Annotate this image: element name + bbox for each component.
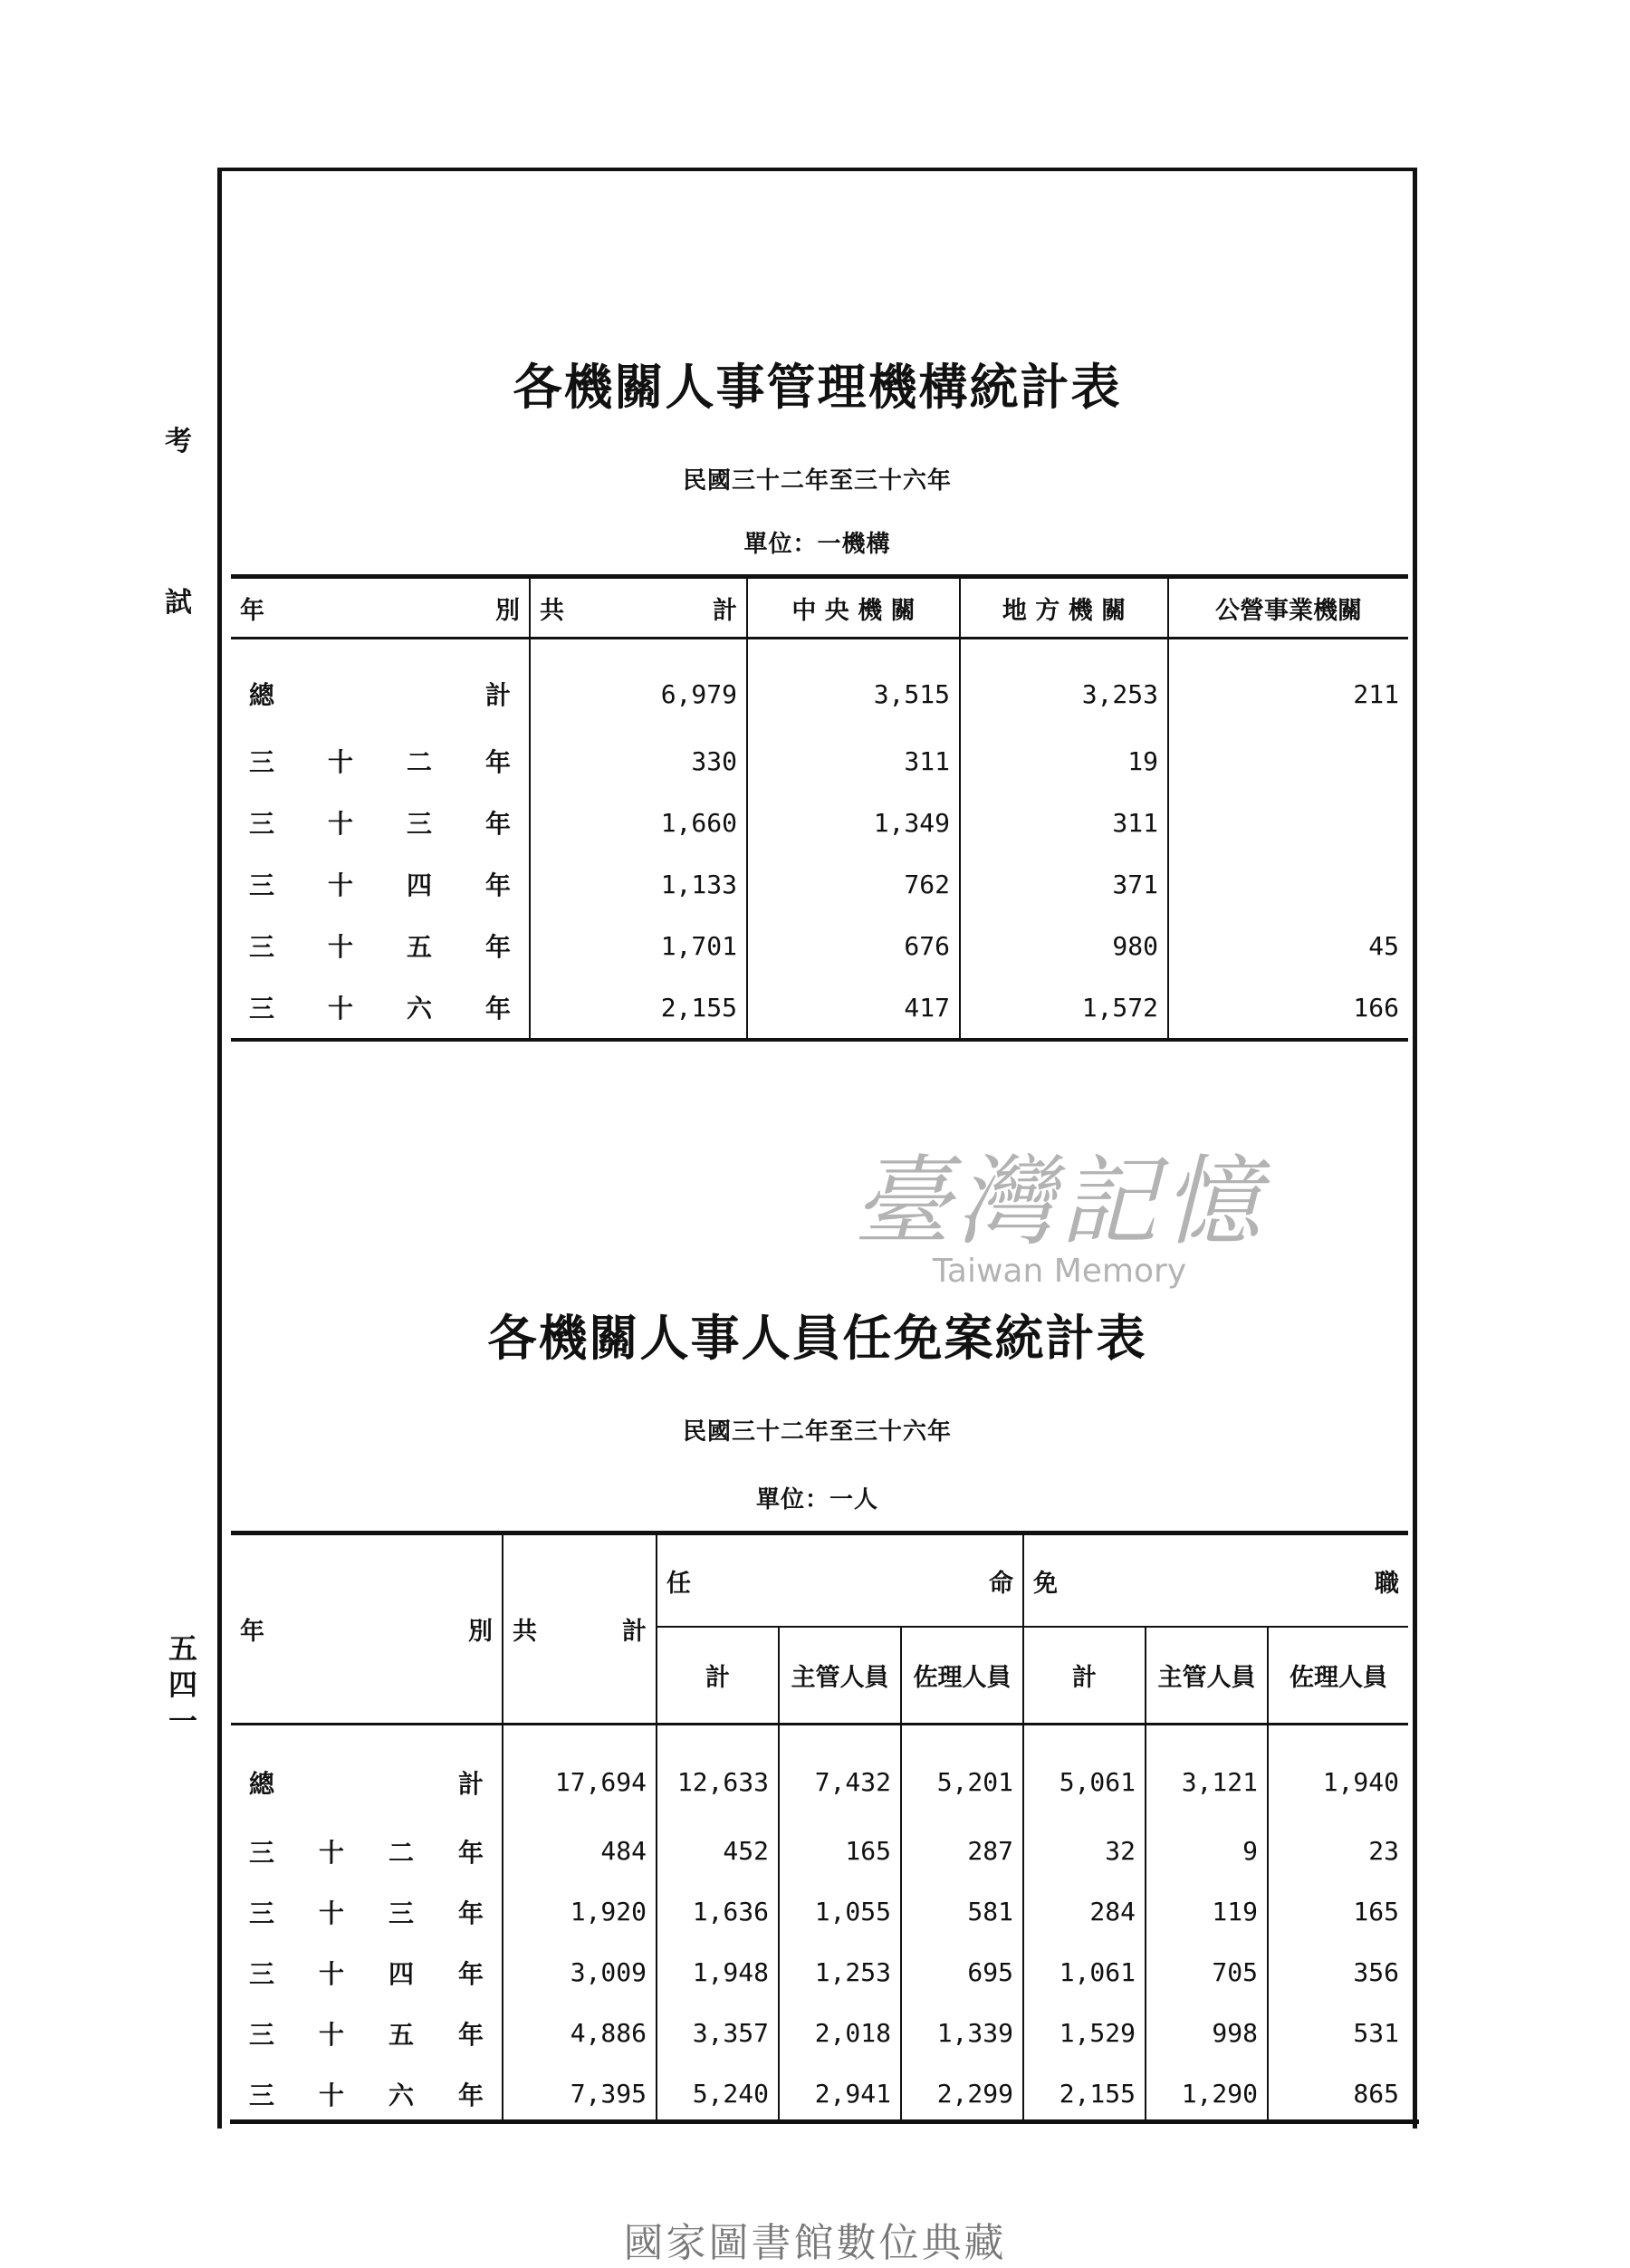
cell-appoint-head: 7,432	[779, 1725, 901, 1821]
row-label-char: 年	[457, 1898, 484, 1928]
row-label	[231, 853, 530, 915]
cell-dismiss-total: 1,529	[1023, 2003, 1146, 2063]
table2-header-appoint: 任 命	[657, 1533, 1023, 1628]
row-label	[231, 792, 530, 853]
cell-dismiss-head: 1,290	[1146, 2063, 1268, 2124]
row-label-char: 年	[484, 747, 511, 777]
row-label-char: 三	[249, 870, 275, 900]
table2-header-total: 共 計	[503, 1533, 657, 1725]
cell-appoint-head: 1,055	[779, 1881, 901, 1942]
cell-public	[1168, 853, 1408, 915]
table1-subtitle: 民國三十二年至三十六年	[682, 467, 952, 495]
cell-dismiss-total: 1,061	[1023, 1942, 1146, 2003]
cell-total: 1,660	[530, 792, 747, 853]
cell-dismiss-staff: 165	[1268, 1881, 1408, 1942]
row-label-chars	[240, 804, 520, 841]
row-label-char: 三	[249, 1958, 275, 1989]
cell-total: 3,009	[503, 1942, 657, 2003]
row-label-char: 十	[318, 1898, 344, 1928]
row-label-char: 年	[457, 2080, 484, 2110]
cell-appoint-staff: 287	[901, 1821, 1023, 1881]
table2-sub-appoint-total: 計	[657, 1627, 779, 1725]
row-label	[231, 2063, 503, 2124]
row-label-char: 二	[388, 1837, 414, 1868]
row-label-char: 計	[484, 680, 511, 710]
cell-dismiss-staff: 531	[1268, 2003, 1408, 2063]
table2-title: 各機關人事人員任免案統計表	[487, 1309, 1147, 1367]
row-label-char: 三	[249, 2080, 275, 2110]
watermark-en: Taiwan Memory	[932, 1253, 1187, 1290]
row-label-char: 年	[484, 809, 511, 839]
table1-header-central: 中 央 機 關	[747, 577, 960, 639]
table-row	[231, 1821, 1408, 1881]
row-label	[231, 1942, 503, 2003]
watermark-cn: 臺灣記憶	[852, 1146, 1266, 1259]
cell-dismiss-staff: 356	[1268, 1942, 1408, 2003]
cell-central: 762	[747, 853, 960, 915]
cell-appoint-head: 2,018	[779, 2003, 901, 2063]
table1-header-total: 共 計	[530, 577, 747, 639]
cell-central: 311	[747, 730, 960, 792]
table1-header-local: 地 方 機 關	[960, 577, 1168, 639]
cell-total: 1,133	[530, 853, 747, 915]
cell-local: 371	[960, 853, 1168, 915]
row-label-char: 年	[457, 1958, 484, 1989]
row-label-char: 三	[388, 1898, 414, 1928]
row-label-chars	[240, 676, 520, 712]
cell-appoint-total: 3,357	[657, 2003, 779, 2063]
table2-subtitle: 民國三十二年至三十六年	[682, 1418, 952, 1446]
table1	[231, 574, 1408, 1042]
table1-header-year: 年 別	[231, 577, 530, 639]
row-label-char: 十	[318, 2019, 344, 2050]
footer-archive-label: 國家圖書館數位典藏	[623, 2220, 1007, 2266]
row-label	[231, 1725, 503, 1821]
cell-dismiss-head: 119	[1146, 1881, 1268, 1942]
row-label-chars	[240, 743, 520, 779]
table1-header-row	[231, 577, 1408, 639]
cell-total: 2,155	[530, 976, 747, 1040]
row-label-char: 十	[327, 932, 353, 962]
row-label-char: 四	[388, 1958, 414, 1989]
cell-appoint-staff: 2,299	[901, 2063, 1023, 2124]
cell-total: 17,694	[503, 1725, 657, 1821]
row-label-char: 計	[457, 1768, 484, 1799]
row-label-char: 四	[406, 870, 432, 900]
row-label	[231, 2003, 503, 2063]
cell-central: 417	[747, 976, 960, 1040]
cell-dismiss-head: 705	[1146, 1942, 1268, 2003]
table2-sub-dismiss-total: 計	[1023, 1627, 1146, 1725]
page-number	[163, 1630, 203, 1739]
cell-appoint-staff: 1,339	[901, 2003, 1023, 2063]
page-number-text: 五四一	[168, 1631, 197, 1738]
cell-total: 330	[530, 730, 747, 792]
row-label-chars	[240, 1833, 493, 1869]
row-label-chars	[240, 2076, 493, 2112]
row-label-char: 總	[249, 680, 275, 710]
row-label-char: 三	[249, 994, 275, 1023]
row-label-chars	[240, 1955, 493, 1991]
cell-dismiss-head: 9	[1146, 1821, 1268, 1881]
cell-dismiss-staff: 23	[1268, 1821, 1408, 1881]
cell-appoint-staff: 5,201	[901, 1725, 1023, 1821]
row-label-chars	[240, 2015, 493, 2052]
cell-appoint-total: 1,636	[657, 1881, 779, 1942]
row-label-char: 三	[249, 2019, 275, 2050]
cell-appoint-head: 2,941	[779, 2063, 901, 2124]
cell-total: 1,920	[503, 1881, 657, 1942]
row-label	[231, 1821, 503, 1881]
table-row	[231, 2063, 1408, 2124]
row-label	[231, 730, 530, 792]
row-label-char: 六	[406, 994, 432, 1023]
table-row	[231, 639, 1408, 731]
table2-unit: 單位：一人	[755, 1486, 878, 1514]
cell-appoint-total: 12,633	[657, 1725, 779, 1821]
table-row	[231, 976, 1408, 1040]
cell-appoint-total: 1,948	[657, 1942, 779, 2003]
row-label-char: 十	[318, 1837, 344, 1868]
row-label-char: 十	[327, 747, 353, 777]
table-row	[231, 853, 1408, 915]
table1-title: 各機關人事管理機構統計表	[513, 358, 1122, 416]
cell-dismiss-total: 2,155	[1023, 2063, 1146, 2124]
margin-char-kao: 考	[165, 426, 192, 457]
watermark-logo	[815, 1123, 1304, 1290]
row-label-char: 十	[327, 994, 353, 1023]
cell-appoint-staff: 581	[901, 1881, 1023, 1942]
cell-central: 676	[747, 915, 960, 976]
row-label-char: 年	[457, 2019, 484, 2050]
row-label-chars	[240, 866, 520, 902]
cell-central: 3,515	[747, 639, 960, 731]
row-label-char: 年	[457, 1837, 484, 1868]
row-label-char: 二	[406, 747, 432, 777]
cell-local: 1,572	[960, 976, 1168, 1040]
row-label-char: 年	[484, 870, 511, 900]
cell-public: 166	[1168, 976, 1408, 1040]
cell-dismiss-staff: 865	[1268, 2063, 1408, 2124]
cell-local: 980	[960, 915, 1168, 976]
row-label-char: 十	[318, 1958, 344, 1989]
table-row	[231, 1881, 1408, 1942]
cell-dismiss-total: 5,061	[1023, 1725, 1146, 1821]
row-label-chars	[240, 927, 520, 964]
row-label-chars	[240, 1764, 493, 1801]
row-label	[231, 915, 530, 976]
cell-public	[1168, 730, 1408, 792]
table2-header-row-1	[231, 1533, 1408, 1628]
cell-total: 6,979	[530, 639, 747, 731]
table2-header-dismiss: 免 職	[1023, 1533, 1408, 1628]
cell-local: 3,253	[960, 639, 1168, 731]
row-label-char: 三	[249, 809, 275, 839]
table-row	[231, 730, 1408, 792]
cell-total: 4,886	[503, 2003, 657, 2063]
row-label-char: 三	[249, 1837, 275, 1868]
table1-header-public: 公營事業機關	[1168, 577, 1408, 639]
cell-dismiss-staff: 1,940	[1268, 1725, 1408, 1821]
row-label-char: 總	[249, 1768, 275, 1799]
row-label-char: 三	[249, 932, 275, 962]
row-label-char: 三	[406, 809, 432, 839]
row-label-char: 十	[318, 2080, 344, 2110]
table-row	[231, 915, 1408, 976]
cell-central: 1,349	[747, 792, 960, 853]
row-label-char: 五	[388, 2019, 414, 2050]
cell-appoint-staff: 695	[901, 1942, 1023, 2003]
cell-total: 7,395	[503, 2063, 657, 2124]
row-label-char: 十	[327, 870, 353, 900]
cell-appoint-head: 165	[779, 1821, 901, 1881]
row-label-char: 三	[249, 1898, 275, 1928]
cell-dismiss-total: 284	[1023, 1881, 1146, 1942]
row-label-char: 年	[484, 994, 511, 1023]
cell-appoint-total: 452	[657, 1821, 779, 1881]
table2-header-year: 年 別	[231, 1533, 503, 1725]
table2-sub-appoint-head: 主管人員	[779, 1627, 901, 1725]
table1-unit: 單位：一機構	[743, 531, 891, 558]
table-row	[231, 792, 1408, 853]
row-label-char: 十	[327, 809, 353, 839]
row-label	[231, 639, 530, 731]
cell-local: 19	[960, 730, 1168, 792]
cell-dismiss-head: 3,121	[1146, 1725, 1268, 1821]
table-row	[231, 1942, 1408, 2003]
row-label-chars	[240, 1894, 493, 1930]
table-row	[231, 2003, 1408, 2063]
cell-total: 484	[503, 1821, 657, 1881]
row-label-char: 年	[484, 932, 511, 962]
table2-sub-appoint-staff: 佐理人員	[901, 1627, 1023, 1725]
cell-public	[1168, 792, 1408, 853]
cell-dismiss-head: 998	[1146, 2003, 1268, 2063]
table-row	[231, 1725, 1408, 1821]
cell-dismiss-total: 32	[1023, 1821, 1146, 1881]
table2-sub-dismiss-head: 主管人員	[1146, 1627, 1268, 1725]
table2	[231, 1531, 1408, 2124]
cell-public: 211	[1168, 639, 1408, 731]
cell-public: 45	[1168, 915, 1408, 976]
row-label-char: 三	[249, 747, 275, 777]
cell-appoint-total: 5,240	[657, 2063, 779, 2124]
row-label	[231, 976, 530, 1040]
cell-total: 1,701	[530, 915, 747, 976]
cell-local: 311	[960, 792, 1168, 853]
table2-sub-dismiss-staff: 佐理人員	[1268, 1627, 1408, 1725]
row-label	[231, 1881, 503, 1942]
row-label-char: 五	[406, 932, 432, 962]
cell-appoint-head: 1,253	[779, 1942, 901, 2003]
row-label-chars	[240, 989, 520, 1025]
row-label-char: 六	[388, 2080, 414, 2110]
margin-char-shi: 試	[165, 587, 192, 619]
